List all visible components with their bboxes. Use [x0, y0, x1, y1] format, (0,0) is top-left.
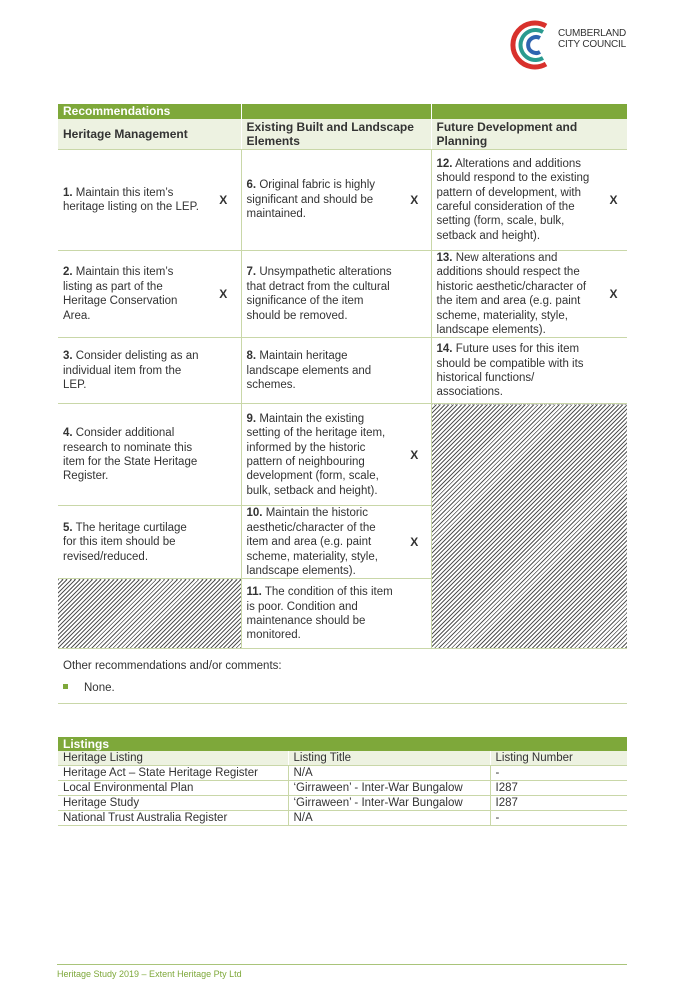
col-header-heritage-listing: Heritage Listing	[58, 751, 288, 766]
other-recommendations-label: Other recommendations and/or comments:	[63, 660, 282, 672]
table-row	[58, 338, 627, 404]
bullet-icon	[63, 684, 68, 689]
recommendations-title: Recommendations	[58, 104, 241, 119]
listings-title: Listings	[58, 737, 288, 751]
table-row: Local Environmental Plan ‘Girraween’ - Inter-War Bungalow I287	[58, 781, 627, 796]
hatched-cell	[58, 579, 241, 649]
mark-1: X	[206, 150, 241, 251]
recommendation-1: 1. Maintain this item’s heritage listing on the LEP.	[58, 150, 206, 251]
mark-3	[206, 338, 241, 404]
col-header-listing-number: Listing Number	[490, 751, 627, 766]
recommendation-11: 11. The condition of this item is poor. Condition and maintenance should be monitored.	[241, 579, 398, 649]
col-header-existing-elements: Existing Built and Landscape Elements	[241, 119, 431, 150]
list-item: None.	[63, 682, 115, 694]
recommendations-table	[58, 104, 627, 649]
recommendation-9: 9. Maintain the existing setting of the heritage item, informed by the historic pattern of neighbouring development (form, scale, bulk, setback and height).	[241, 404, 398, 506]
recommendation-12: 12. Alterations and additions should respond to the existing pattern of development, with careful consideration of the setting (form, scale, bulk, setback and height).	[431, 150, 600, 251]
listings-table	[58, 737, 627, 826]
mark-2: X	[206, 251, 241, 338]
cumberland-logo	[508, 16, 638, 74]
mark-14	[600, 338, 627, 404]
table-row	[58, 150, 627, 251]
table-row	[58, 404, 627, 506]
hatched-cell	[431, 404, 627, 649]
recommendation-4: 4. Consider additional research to nominate this item for the State Heritage Register.	[58, 404, 206, 506]
mark-11	[398, 579, 431, 649]
recommendation-7: 7. Unsympathetic alterations that detract from the cultural significance of the item should be removed.	[241, 251, 398, 338]
recommendation-2: 2. Maintain this item’s listing as part of the Heritage Conservation Area.	[58, 251, 206, 338]
table-row: Heritage Study ‘Girraween’ - Inter-War Bungalow I287	[58, 796, 627, 811]
mark-9: X	[398, 404, 431, 506]
col-header-heritage-management: Heritage Management	[58, 119, 241, 150]
recommendation-6: 6. Original fabric is highly significant and should be maintained.	[241, 150, 398, 251]
col-header-future-development: Future Development and Planning	[431, 119, 627, 150]
mark-5	[206, 506, 241, 579]
table-row: Heritage Act – State Heritage Register N/A -	[58, 766, 627, 781]
mark-7	[398, 251, 431, 338]
recommendation-13: 13. New alterations and additions should respect the historic aesthetic/character of the item and area (e.g. paint scheme, materiality, style, landscape elements).	[431, 251, 600, 338]
recommendation-3: 3. Consider delisting as an individual item from the LEP.	[58, 338, 206, 404]
logo-line-2: CITY COUNCIL	[558, 39, 626, 50]
col-header-listing-title: Listing Title	[288, 751, 490, 766]
recommendation-5: 5. The heritage curtilage for this item should be revised/reduced.	[58, 506, 206, 579]
recommendation-10: 10. Maintain the historic aesthetic/character of the item and area (e.g. paint scheme, materiality, style, landscape elements).	[241, 506, 398, 579]
mark-6: X	[398, 150, 431, 251]
table-row: National Trust Australia Register N/A -	[58, 811, 627, 826]
table-row	[58, 251, 627, 338]
mark-12: X	[600, 150, 627, 251]
recommendation-14: 14. Future uses for this item should be compatible with its historical functions/ associations.	[431, 338, 600, 404]
mark-8	[398, 338, 431, 404]
page-footer: Heritage Study 2019 – Extent Heritage Pty Ltd	[57, 969, 242, 979]
footer-divider	[57, 964, 627, 965]
mark-10: X	[398, 506, 431, 579]
recommendation-8: 8. Maintain heritage landscape elements and schemes.	[241, 338, 398, 404]
mark-4	[206, 404, 241, 506]
divider	[58, 703, 627, 704]
table-header-row	[58, 751, 627, 766]
logo-mark-icon	[508, 16, 558, 74]
logo-line-1: CUMBERLAND	[558, 28, 627, 39]
mark-13: X	[600, 251, 627, 338]
